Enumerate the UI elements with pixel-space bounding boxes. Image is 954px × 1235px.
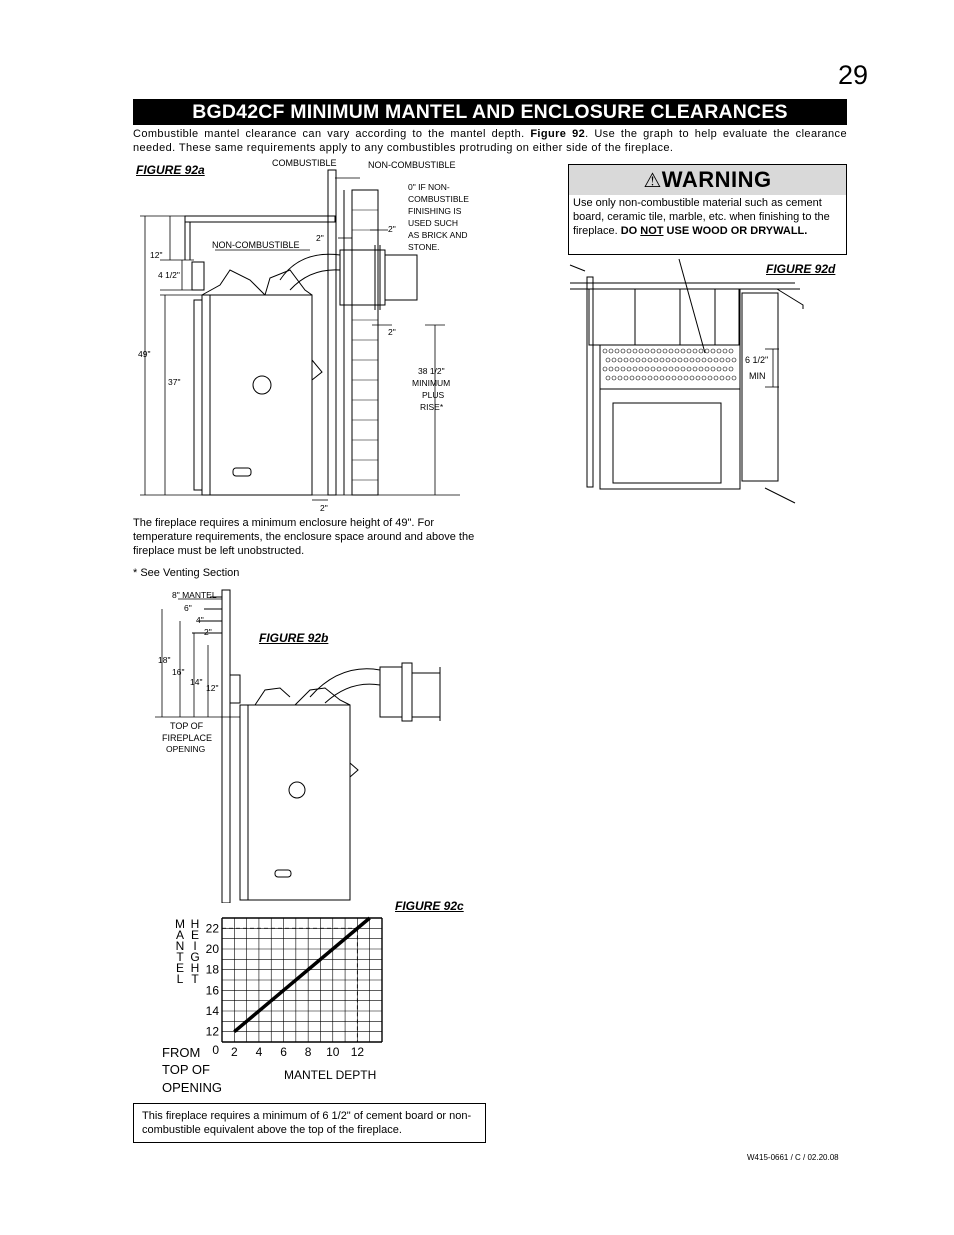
cement-dot xyxy=(648,358,652,362)
cement-dot xyxy=(699,367,703,371)
cement-dot xyxy=(654,376,658,380)
cement-dot xyxy=(663,367,667,371)
venting-note: * See Venting Section xyxy=(133,567,240,579)
cement-dot xyxy=(684,358,688,362)
mantel-letter: E xyxy=(175,961,185,975)
opening-line-2: FIREPLACE xyxy=(162,733,213,743)
y-tick-label: 16 xyxy=(205,983,219,998)
note-line-4: USED SUCH xyxy=(408,218,459,228)
cement-dot xyxy=(618,376,622,380)
cement-dot xyxy=(699,349,703,353)
rise-line-1: 38 1/2" xyxy=(418,366,445,376)
cement-dot xyxy=(630,376,634,380)
y-tick-label: 0 xyxy=(212,1043,219,1057)
cement-dot xyxy=(648,376,652,380)
cement-dot xyxy=(729,349,733,353)
height-letter: H xyxy=(190,961,200,975)
cement-dot xyxy=(705,367,709,371)
cement-dot xyxy=(606,358,610,362)
dim-12: 12" xyxy=(150,250,163,260)
cement-dot xyxy=(609,349,613,353)
cement-dot xyxy=(720,358,724,362)
cement-dot xyxy=(663,349,667,353)
warning-heading xyxy=(569,165,846,195)
warning-text-after: USE WOOD OR DRYWALL. xyxy=(663,225,808,237)
cement-board-pattern xyxy=(603,349,736,380)
from-line-1: FROM xyxy=(162,1045,201,1060)
enclosure-text: The fireplace requires a minimum enclosure height of 49". For temperature requirements, the enclosure space around and above the fireplace must be left unobstructed. xyxy=(133,517,475,557)
warning-text-before: Use only non-combustible material such as cement board, ceramic tile, marble, etc. when finishing to the fireplace. xyxy=(573,197,830,237)
opening-line-1: TOP OF xyxy=(170,721,204,731)
from-line-2: TOP OF xyxy=(162,1062,210,1077)
dim-2-d: 2" xyxy=(320,503,328,513)
cement-dot xyxy=(645,349,649,353)
dim-8-mantel: 8" MANTEL xyxy=(172,590,217,600)
x-tick-label: 8 xyxy=(304,1045,312,1059)
x-tick-label: 10 xyxy=(326,1045,340,1059)
label-non-combustible-top: NON-COMBUSTIBLE xyxy=(368,160,456,170)
label-combustible: COMBUSTIBLE xyxy=(272,158,337,168)
rise-line-2: MINIMUM xyxy=(412,378,451,388)
cement-dot xyxy=(651,349,655,353)
cement-dot xyxy=(660,358,664,362)
cement-dot xyxy=(690,358,694,362)
cement-dot xyxy=(618,358,622,362)
cement-dot xyxy=(606,376,610,380)
dim-2: 2" xyxy=(204,627,212,637)
y-tick-label: 14 xyxy=(205,1004,219,1018)
cement-dot xyxy=(684,376,688,380)
cement-dot xyxy=(624,376,628,380)
mantel-letter: M xyxy=(175,917,185,931)
note-line-2: COMBUSTIBLE xyxy=(408,194,469,204)
x-axis-label: MANTEL DEPTH xyxy=(284,1068,377,1082)
cement-dot xyxy=(627,349,631,353)
cement-dot xyxy=(723,349,727,353)
cement-dot xyxy=(681,349,685,353)
cement-dot xyxy=(693,349,697,353)
cement-dot xyxy=(678,358,682,362)
cement-dot xyxy=(702,358,706,362)
cement-dot xyxy=(669,367,673,371)
warning-text xyxy=(569,195,846,239)
cement-dot xyxy=(612,376,616,380)
cement-dot xyxy=(651,367,655,371)
mantel-letter: T xyxy=(176,950,184,964)
note-line-5: AS BRICK AND xyxy=(408,230,468,240)
cement-dot xyxy=(627,367,631,371)
figure-92c-label: FIGURE 92c xyxy=(395,899,464,913)
height-letter: E xyxy=(190,928,200,942)
dim-4: 4" xyxy=(196,615,204,625)
figure-92b-label: FIGURE 92b xyxy=(259,631,329,645)
cement-dot xyxy=(690,376,694,380)
cement-dot xyxy=(729,367,733,371)
warning-heading-text: WARNING xyxy=(661,167,772,192)
series-line xyxy=(234,918,369,1032)
height-letter: I xyxy=(193,939,197,953)
height-16: 16" xyxy=(172,667,185,677)
cement-dot xyxy=(657,367,661,371)
chart-vertical-labels xyxy=(175,917,200,986)
intro-text-after: . Use the graph to help evaluate the clearance needed. These same requirements apply to any combustibles protruding on either side of the fireplace. xyxy=(133,128,847,154)
cement-dot xyxy=(705,349,709,353)
dim-4-half: 4 1/2" xyxy=(158,270,180,280)
cement-dot xyxy=(654,358,658,362)
rise-line-4: RISE* xyxy=(420,402,444,412)
figure-92d-diagram xyxy=(565,253,805,505)
opening-line-3: OPENING xyxy=(166,744,206,754)
cement-dot xyxy=(708,358,712,362)
note-line-6: STONE. xyxy=(408,242,440,252)
cement-dot xyxy=(645,367,649,371)
cement-dot xyxy=(639,349,643,353)
cement-dot xyxy=(711,349,715,353)
dim-49: 49" xyxy=(138,349,151,359)
cement-dot xyxy=(714,376,718,380)
cement-dot xyxy=(642,358,646,362)
warning-not: NOT xyxy=(640,225,664,237)
cement-dot xyxy=(711,367,715,371)
cement-dot xyxy=(633,367,637,371)
warning-do: DO xyxy=(620,225,641,237)
rise-line-3: PLUS xyxy=(422,390,445,400)
figure-92a-label: FIGURE 92a xyxy=(136,163,205,177)
cement-dot xyxy=(603,367,607,371)
dim-37: 37" xyxy=(168,377,181,387)
cement-dot xyxy=(609,367,613,371)
cement-dot xyxy=(636,358,640,362)
cement-dot xyxy=(672,358,676,362)
height-14: 14" xyxy=(190,677,203,687)
cement-dot xyxy=(672,376,676,380)
cement-dot xyxy=(621,349,625,353)
note-box: This fireplace requires a minimum of 6 1/2" of cement board or non-combustible equivalent above the top of the fireplace. xyxy=(133,1103,486,1143)
cement-dot xyxy=(612,358,616,362)
cement-dot xyxy=(633,349,637,353)
y-tick-label: 20 xyxy=(205,942,219,956)
cement-dot xyxy=(681,367,685,371)
cement-dot xyxy=(615,349,619,353)
height-12: 12" xyxy=(206,683,219,693)
x-tick-label: 2 xyxy=(230,1045,238,1059)
cement-dot xyxy=(669,349,673,353)
cement-dot xyxy=(675,367,679,371)
cement-dot xyxy=(630,358,634,362)
dim-min: MIN xyxy=(749,371,766,381)
cement-dot xyxy=(660,376,664,380)
cement-dot xyxy=(732,376,736,380)
figure-92a-diagram xyxy=(130,150,500,515)
height-letter: G xyxy=(190,950,200,964)
cement-dot xyxy=(726,376,730,380)
cement-dot xyxy=(642,376,646,380)
cement-dot xyxy=(636,376,640,380)
cement-dot xyxy=(666,376,670,380)
cement-dot xyxy=(678,376,682,380)
y-tick-label: 12 xyxy=(205,1024,219,1039)
height-letter: T xyxy=(191,972,199,986)
intro-text-before: Combustible mantel clearance can vary according to the mantel depth. xyxy=(133,128,531,140)
page-number: 29 xyxy=(838,60,869,90)
height-letter: H xyxy=(190,917,200,931)
mantel-letter: N xyxy=(175,939,185,953)
cement-dot xyxy=(714,358,718,362)
y-tick-label: 18 xyxy=(205,962,219,977)
cement-dot xyxy=(687,349,691,353)
dim-2-a: 2" xyxy=(316,233,324,243)
cement-dot xyxy=(717,349,721,353)
x-tick-label: 4 xyxy=(255,1045,263,1059)
cement-dot xyxy=(621,367,625,371)
dim-2-b: 2" xyxy=(388,224,396,234)
cement-dot xyxy=(696,376,700,380)
figure-92d-label: FIGURE 92d xyxy=(766,262,836,276)
warning-triangle-icon: ⚠ xyxy=(643,170,662,192)
dim-6: 6" xyxy=(184,603,192,613)
cement-dot xyxy=(708,376,712,380)
y-tick-label: 22 xyxy=(205,921,219,936)
cement-dot xyxy=(693,367,697,371)
figure-92c-chart xyxy=(160,912,410,1097)
cement-dot xyxy=(720,376,724,380)
warning-box xyxy=(568,164,847,255)
cement-dot xyxy=(717,367,721,371)
mantel-letter: L xyxy=(176,972,184,986)
x-tick-label: 12 xyxy=(350,1045,365,1059)
mantel-letter: A xyxy=(175,928,185,942)
cement-dot xyxy=(696,358,700,362)
note-line-3: FINISHING IS xyxy=(408,206,462,216)
cement-dot xyxy=(702,376,706,380)
note-line-1: 0" IF NON- xyxy=(408,182,450,192)
cement-dot xyxy=(723,367,727,371)
cement-dot xyxy=(687,367,691,371)
dim-6-half: 6 1/2" xyxy=(745,355,769,365)
cement-dot xyxy=(726,358,730,362)
cement-dot xyxy=(639,367,643,371)
x-tick-label: 6 xyxy=(280,1045,287,1059)
footer-code: W415-0661 / C / 02.20.08 xyxy=(747,1153,839,1162)
height-18: 18" xyxy=(158,655,171,665)
cement-dot xyxy=(624,358,628,362)
label-non-combustible-side: NON-COMBUSTIBLE xyxy=(212,240,300,250)
intro-figure-ref: Figure 92 xyxy=(530,128,586,140)
cement-dot xyxy=(603,349,607,353)
cement-dot xyxy=(732,358,736,362)
page-title: BGD42CF MINIMUM MANTEL AND ENCLOSURE CLEARANCES xyxy=(133,99,847,125)
cement-dot xyxy=(615,367,619,371)
cement-dot xyxy=(657,349,661,353)
cement-dot xyxy=(675,349,679,353)
dim-2-c: 2" xyxy=(388,327,396,337)
figure-92b-diagram xyxy=(150,585,450,903)
from-line-3: OPENING xyxy=(162,1080,222,1095)
cement-dot xyxy=(666,358,670,362)
